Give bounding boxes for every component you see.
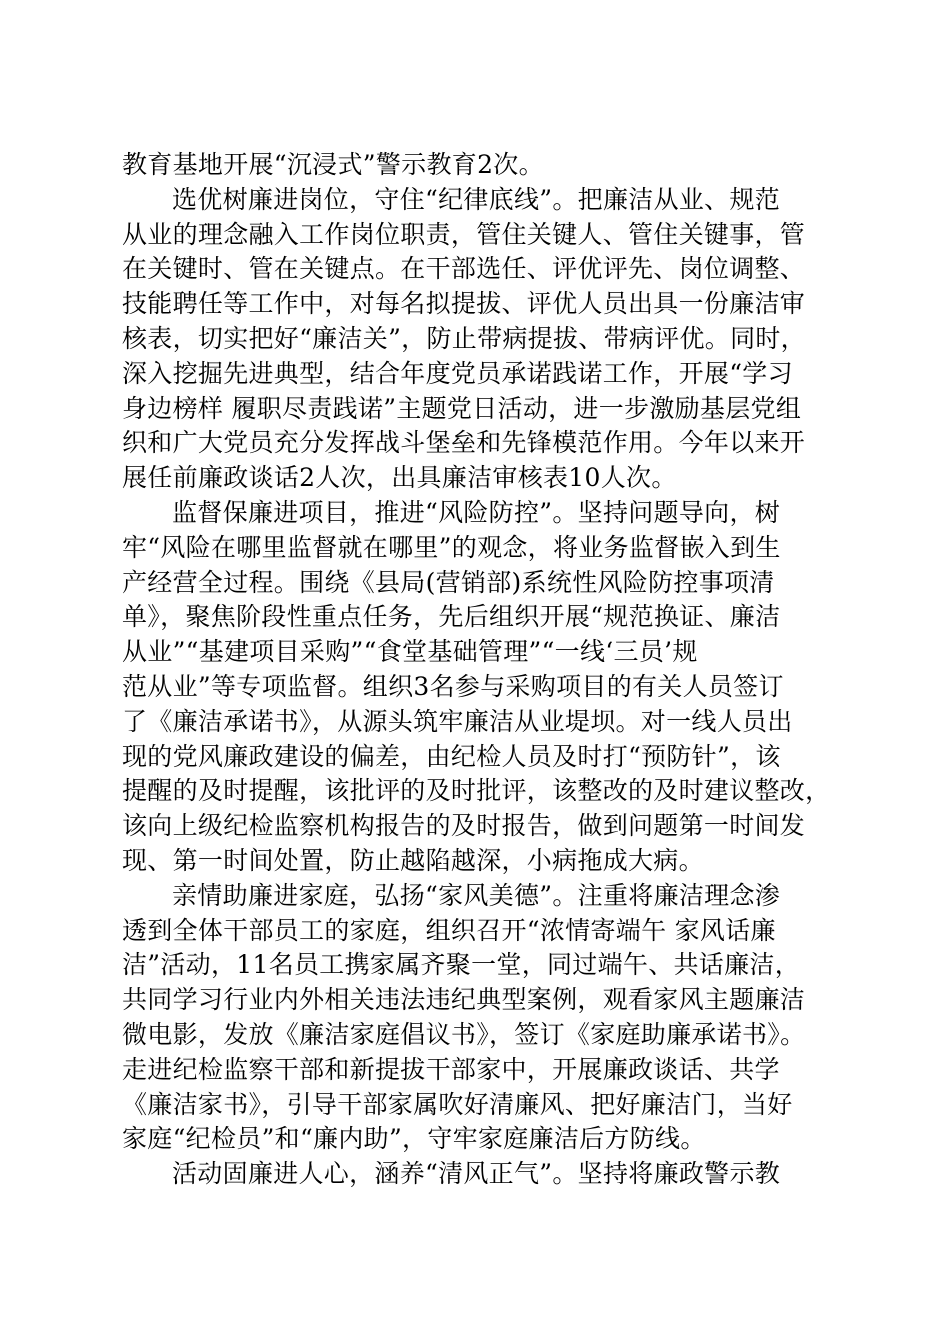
text-line: 《廉洁家书》，引导干部家属吹好清廉风、把好廉洁门，当好 <box>122 1089 793 1119</box>
text-line: 从业的理念融入工作岗位职责，管住关键人、管住关键事，管 <box>122 219 806 249</box>
text-line: 技能聘任等工作中，对每名拟提拔、评优人员出具一份廉洁审 <box>122 289 806 319</box>
text-line: 教育基地开展“沉浸式”警示教育2次。 <box>122 150 544 179</box>
paragraph-first-line: 亲情助廉进家庭，弘扬“家风美德”。注重将廉洁理念渗 <box>172 880 781 910</box>
text-line: 该向上级纪检监察机构报告的及时报告，做到问题第一时间发 <box>122 811 806 841</box>
text-line: 范从业”等专项监督。组织3名参与采购项目的有关人员签订 <box>122 671 784 701</box>
text-line: 从业”“基建项目采购”“食堂基础管理”“一线‘三员’规 <box>122 637 698 667</box>
text-line: 现、第一时间处置，防止越陷越深，小病拖成大病。 <box>122 845 704 875</box>
text-line: 提醒的及时提醒，该批评的及时批评，该整改的及时建议整改， <box>122 776 831 806</box>
text-line: 展任前廉政谈话2人次，出具廉洁审核表10人次。 <box>122 463 677 493</box>
text-line: 洁”活动，11名员工携家属齐聚一堂，同过端午、共话廉洁， <box>122 950 800 980</box>
text-line: 家庭“纪检员”和“廉内助”，守牢家庭廉洁后方防线。 <box>122 1124 706 1154</box>
text-line: 身边榜样 履职尽责践诺”主题党日活动，进一步激励基层党组 <box>122 393 802 423</box>
text-line: 共同学习行业内外相关违法违纪典型案例，观看家风主题廉洁 <box>122 985 806 1015</box>
text-line: 透到全体干部员工的家庭，组织召开“浓情寄端午 家风话廉 <box>122 915 776 945</box>
text-line: 牢“风险在哪里监督就在哪里”的观念，将业务监督嵌入到生 <box>122 532 781 562</box>
text-line: 单》，聚焦阶段性重点任务，先后组织开展“规范换证、廉洁 <box>122 602 781 632</box>
text-line: 走进纪检监察干部和新提拔干部家中，开展廉政谈话、共学 <box>122 1054 780 1084</box>
text-line: 深入挖掘先进典型，结合年度党员承诺践诺工作，开展“学习 <box>122 358 793 388</box>
text-line: 产经营全过程。围绕《县局(营销部)系统性风险防控事项清 <box>122 567 775 597</box>
text-line: 现的党风廉政建设的偏差，由纪检人员及时打“预防针”，该 <box>122 741 781 771</box>
text-line: 核表，切实把好“廉洁关”，防止带病提拔、带病评优。同时， <box>122 323 806 353</box>
paragraph-first-line: 监督保廉进项目，推进“风险防控”。坚持问题导向，树 <box>172 497 781 527</box>
text-line: 了《廉洁承诺书》，从源头筑牢廉洁从业堤坝。对一线人员出 <box>122 706 793 736</box>
text-line: 微电影，发放《廉洁家庭倡议书》，签订《家庭助廉承诺书》。 <box>122 1019 806 1049</box>
document-body <box>122 148 832 1192</box>
paragraph-first-line: 活动固廉进人心，涵养“清风正气”。坚持将廉政警示教 <box>172 1159 781 1189</box>
paragraph-first-line: 选优树廉进岗位，守住“纪律底线”。把廉洁从业、规范 <box>172 184 781 214</box>
text-line: 在关键时、管在关键点。在干部选任、评优评先、岗位调整、 <box>122 254 806 284</box>
text-line: 织和广大党员充分发挥战斗堡垒和先锋模范作用。今年以来开 <box>122 428 806 458</box>
